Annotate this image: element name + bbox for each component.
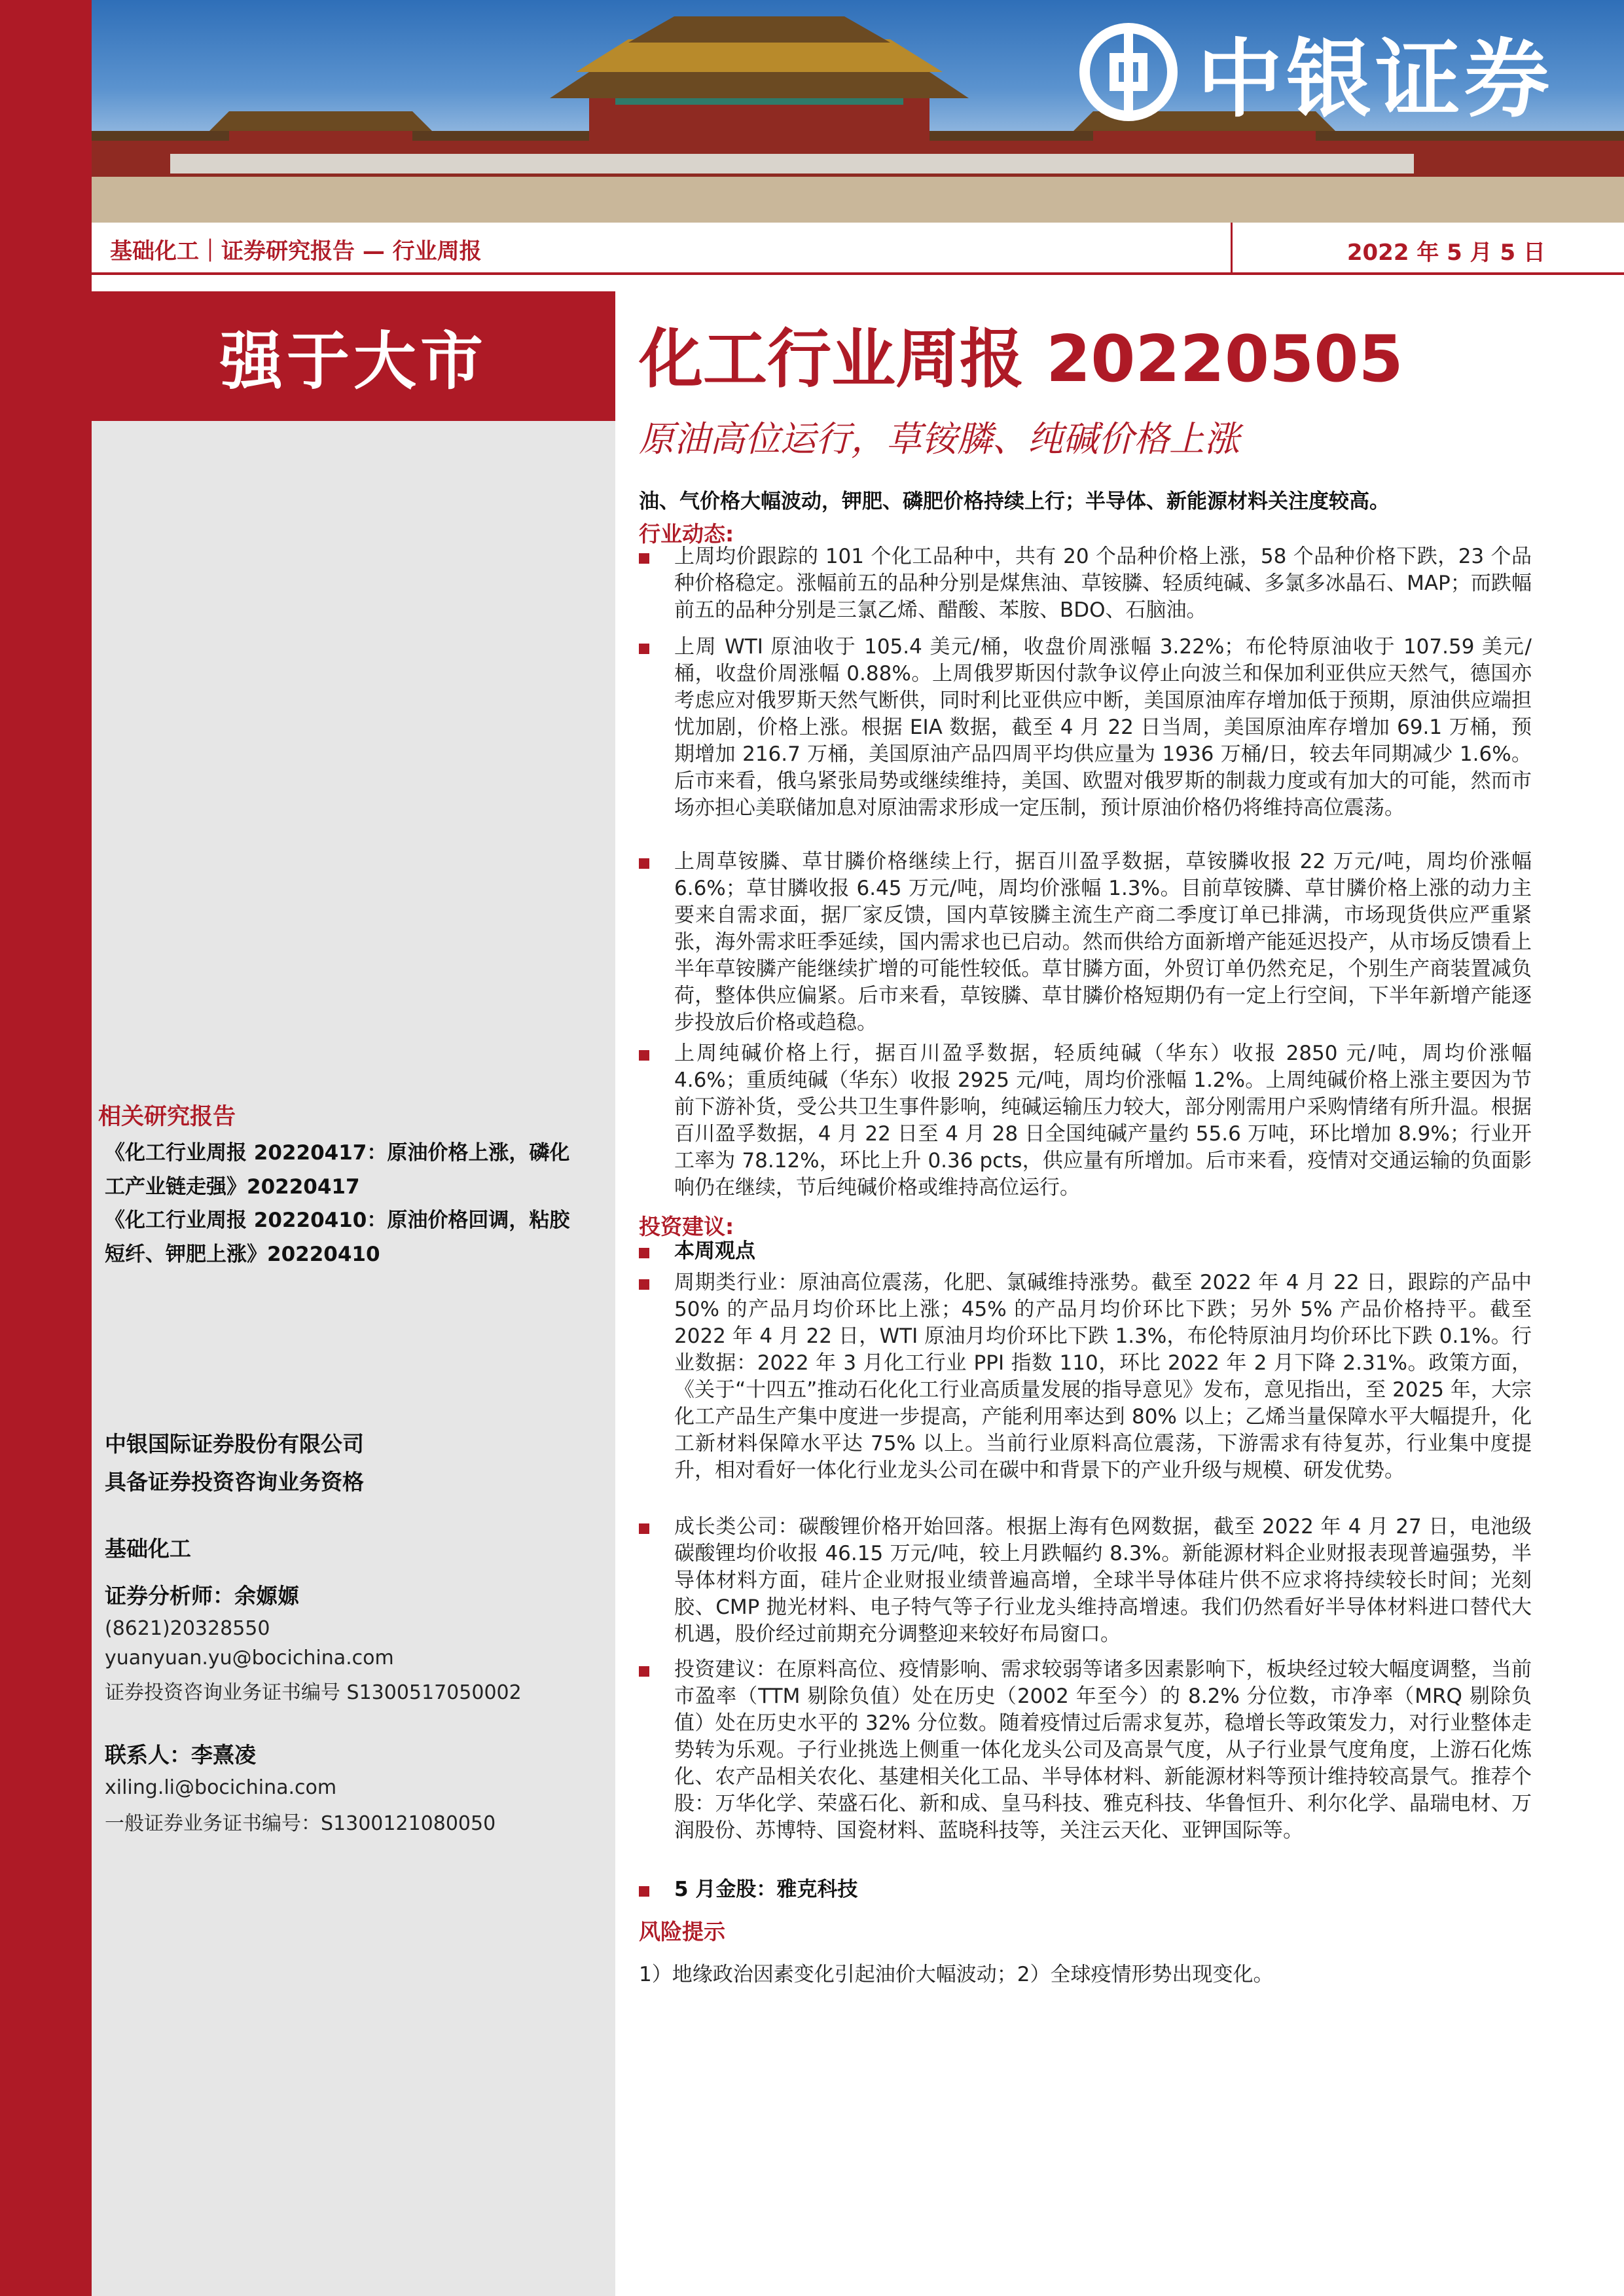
- bullet-icon: [639, 1050, 649, 1061]
- bullet-icon: [639, 644, 649, 654]
- advice-subheading: 本周观点: [674, 1239, 755, 1263]
- contact-cert: 一般证券业务证书编号：S1300121080050: [105, 1812, 496, 1835]
- related-reports-heading: 相关研究报告: [98, 1104, 236, 1130]
- advice-heading: 投资建议:: [639, 1214, 734, 1239]
- analyst-cert: 证券投资咨询业务证书编号 S1300517050002: [105, 1681, 522, 1704]
- related-report-item: 《化工行业周报 20220417：原油价格上涨，磷化工产业链走强》20220417: [105, 1141, 570, 1199]
- dynamics-paragraph: 上周 WTI 原油收于 105.4 美元/桶，收盘价周涨幅 3.22%；布伦特原油收于 107.59 美元/桶，收盘价周涨幅 0.88%。上周俄罗斯因付款争议停止向波兰和保加利亚供应天然气，德国亦考虑应对俄罗斯天然气断供，同时利比亚供应中断，美国原油库存增加低于预期，原油供应端担忧加剧，价格上涨。根据 EIA 数据，截至 4 月 22 日当周，美国原油库存增加 69.1 万桶，预期增加 216.7 万桶，美国原油产品四周平均供应量为 1936 万桶/日，较去年同期减少 1.6%。后市来看，俄乌紧张局势或继续维持，美国、欧盟对俄罗斯的制裁力度或有加大的可能，然而市场亦担心美联储加息对原油需求形成一定压制，预计原油价格仍将维持高位震荡。: [674, 635, 1532, 820]
- header-banner-image: [92, 0, 1624, 223]
- bullet-icon: [639, 1523, 649, 1534]
- contact-email[interactable]: xiling.li@bocichina.com: [105, 1776, 337, 1799]
- risk-text: 1）地缘政治因素变化引起油价大幅波动；2）全球疫情形势出现变化。: [639, 1963, 1274, 1986]
- sector-name: 基础化工: [105, 1536, 191, 1561]
- dynamics-paragraph: 上周纯碱价格上行，据百川盈孚数据，轻质纯碱（华东）收报 2850 元/吨，周均价涨幅 4.6%；重质纯碱（华东）收报 2925 元/吨，周均价涨幅 1.2%。上周纯碱价格上涨主要因为节前下游补货，受公共卫生事件影响，纯碱运输压力较大，部分刚需用户采购情绪有所升温。根据百川盈孚数据，4 月 22 日至 4 月 28 日全国纯碱产量约 55.6 万吨，环比增加 8.9%；行业开工率为 78.12%，环比上升 0.36 pcts，供应量有所增加。后市来看，疫情对交通运输的负面影响仍在继续，节后纯碱价格或维持高位运行。: [674, 1042, 1532, 1199]
- page-title: 化工行业周报 20220505: [639, 322, 1403, 397]
- summary-line: 油、气价格大幅波动，钾肥、磷肥价格持续上行；半导体、新能源材料关注度较高。: [639, 490, 1390, 513]
- dynamics-paragraph: 上周均价跟踪的 101 个化工品种中，共有 20 个品种价格上涨，58 个品种价格下跌，23 个品种价格稳定。涨幅前五的品种分别是煤焦油、草铵膦、轻质纯碱、多氯多冰晶石、MAP；而跌幅前五的品种分别是三氯乙烯、醋酸、苯胺、BDO、石脑油。: [674, 545, 1532, 622]
- advice-paragraph: 投资建议：在原料高位、疫情影响、需求较弱等诸多因素影响下，板块经过较大幅度调整，当前市盈率（TTM 剔除负值）处在历史（2002 年至今）的 8.2% 分位数，市净率（MRQ 剔除负值）处在历史水平的 32% 分位数。随着疫情过后需求复苏，稳增长等政策发力，对行业整体走势转为乐观。子行业挑选上侧重一体化龙头公司及高景气度，从子行业景气度角度，上游石化炼化、农产品相关农化、基建相关化工品、半导体材料、新能源材料等预计维持较高景气。推荐个股：万华化学、荣盛石化、新和成、皇马科技、雅克科技、华鲁恒升、利尔化学、晶瑞电材、万润股份、苏博特、国瓷材料、蓝晓科技等，关注云天化、亚钾国际等。: [674, 1658, 1532, 1842]
- analyst-email[interactable]: yuanyuan.yu@bocichina.com: [105, 1647, 394, 1669]
- header-divider: [1231, 223, 1233, 275]
- bullet-icon: [639, 553, 649, 564]
- advice-paragraph: 周期类行业：原油高位震荡，化肥、氯碱维持涨势。截至 2022 年 4 月 22 日，跟踪的产品中 50% 的产品月均价环比上涨；45% 的产品月均价环比下跌；另外 5% 产品价格持平。截至 2022 年 4 月 22 日，WTI 原油月均价环比下跌 1.3%，布伦特原油月均价环比下跌 0.1%。行业数据：2022 年 3 月化工行业 PPI 指数 110，环比 2022 年 2 月下降 2.31%。政策方面，《关于“十四五”推动石化化工行业高质量发展的指导意见》发布，意见指出，至 2025 年，大宗化工产品生产集中度进一步提高，产能利用率达到 80% 以上；乙烯当量保障水平大幅提升，化工新材料保障水平达 75% 以上。当前行业原料高位震荡，下游需求有待复苏，行业集中度提升，相对看好一体化行业龙头公司在碳中和背景下的产业升级与规模、研发优势。: [674, 1271, 1532, 1482]
- report-date: 2022 年 5 月 5 日: [1346, 240, 1545, 266]
- golden-stock: 5 月金股：雅克科技: [674, 1878, 858, 1901]
- advice-paragraph: 成长类公司：碳酸锂价格开始回落。根据上海有色网数据，截至 2022 年 4 月 27 日，电池级碳酸锂均价收报 46.15 万元/吨，较上月跌幅约 8.3%。新能源材料企业财报表现普遍强势，半导体材料方面，硅片企业财报业绩普遍高增，全球半导体硅片供不应求将持续较长时间；光刻胶、CMP 抛光材料、电子特气等子行业龙头维持高增速。我们仍然看好半导体材料进口替代大机遇，股价经过前期充分调整迎来较好布局窗口。: [674, 1515, 1532, 1646]
- bullet-icon: [639, 1248, 649, 1258]
- page-subtitle: 原油高位运行，草铵膦、纯碱价格上涨: [639, 418, 1240, 460]
- risk-heading: 风险提示: [639, 1919, 725, 1944]
- left-red-bar: [0, 0, 92, 2296]
- bullet-icon: [639, 858, 649, 869]
- report-header-strip: [92, 223, 1624, 275]
- related-report-item: 《化工行业周报 20220410：原油价格回调，粘胶短纤、钾肥上涨》20220410: [105, 1209, 570, 1266]
- rating-badge: 强于大市: [92, 291, 615, 421]
- contact-name: 联系人：李熹凌: [105, 1742, 256, 1768]
- analyst-phone: (8621)20328550: [105, 1617, 270, 1640]
- bank-logo: [1009, 0, 1624, 144]
- boc-logo-icon: [1079, 23, 1178, 121]
- dynamics-paragraph: 上周草铵膦、草甘膦价格继续上行，据百川盈孚数据，草铵膦收报 22 万元/吨，周均价涨幅 6.6%；草甘膦收报 6.45 万元/吨，周均价涨幅 1.3%。目前草铵膦、草甘膦价格上涨的动力主要来自需求面，据厂家反馈，国内草铵膦主流生产商二季度订单已排满，市场现货供应严重紧张，海外需求旺季延续，国内需求也已启动。然而供给方面新增产能延迟投产，从市场反馈看上半年草铵膦产能继续扩增的可能性较低。草甘膦方面，外贸订单仍然充足，个别生产商装置减负荷，整体供应偏紧。后市来看，草铵膦、草甘膦价格短期仍有一定上行空间，下半年新增产能逐步投放后价格或趋稳。: [674, 850, 1532, 1034]
- analyst-name: 证券分析师：余嫄嫄: [105, 1583, 299, 1609]
- dynamics-heading: 行业动态:: [639, 521, 734, 547]
- brand-name: 中银证券: [1197, 28, 1553, 129]
- breadcrumb: 基础化工｜证券研究报告 — 行业周报: [110, 238, 482, 264]
- bullet-icon: [639, 1279, 649, 1290]
- bullet-icon: [639, 1886, 649, 1897]
- sidebar-panel: [92, 291, 615, 2296]
- company-name: 中银国际证券股份有限公司: [105, 1431, 364, 1457]
- qualification: 具备证券投资咨询业务资格: [105, 1469, 364, 1495]
- bullet-icon: [639, 1666, 649, 1677]
